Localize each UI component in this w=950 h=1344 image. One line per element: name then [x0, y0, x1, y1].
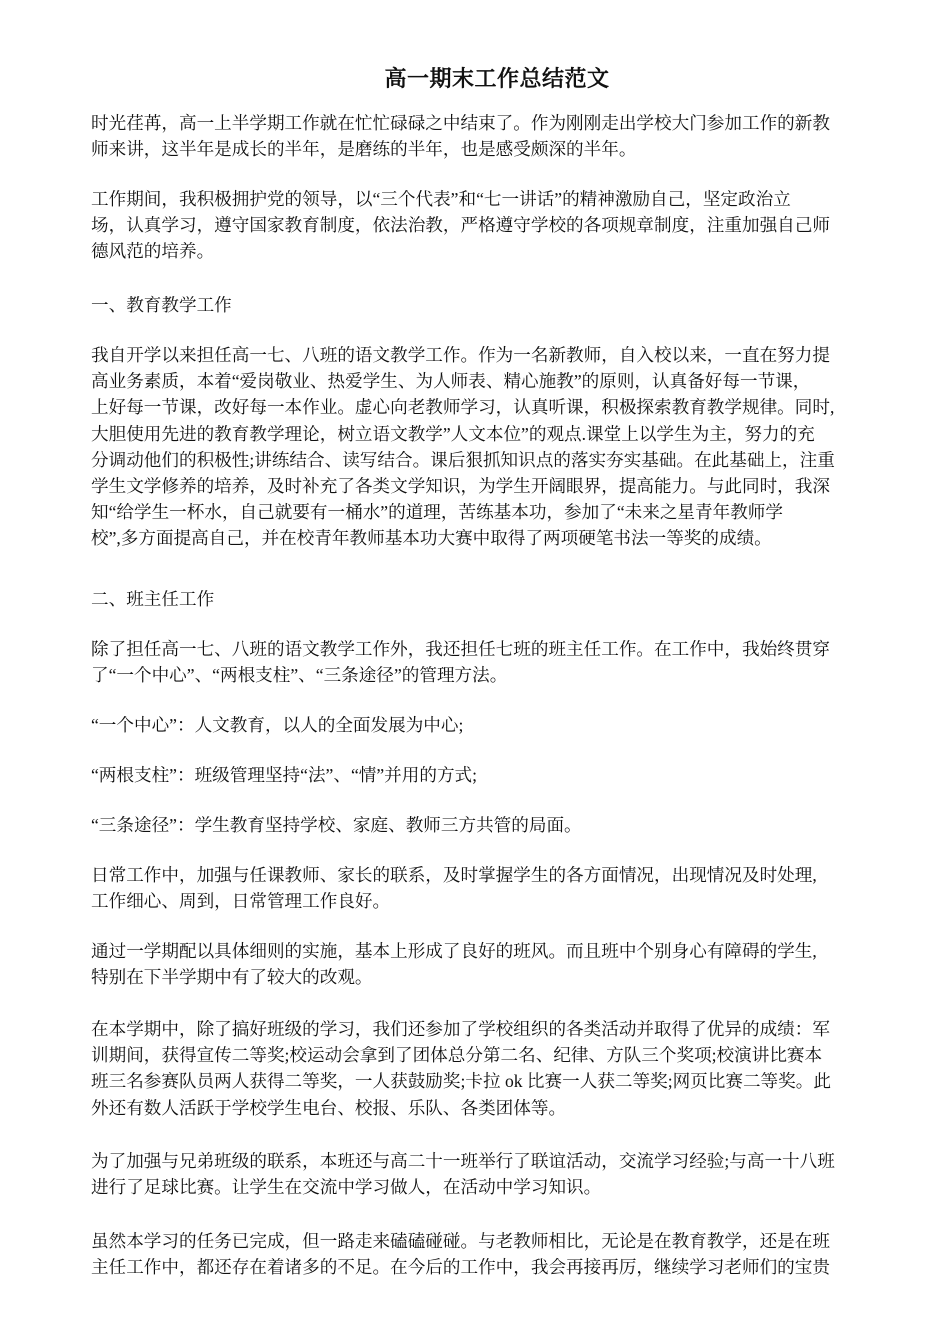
text-line: 除了担任高一七、八班的语文教学工作外，我还担任七班的班主任工作。在工作中，我始终贯穿 — [91, 639, 830, 659]
paragraph-intro — [91, 110, 903, 162]
text-line: 高业务素质，本着“爱岗敬业、热爱学生、为人师表、精心施教”的原则，认真备好每一节课， — [91, 371, 811, 392]
text-line: 日常工作中，加强与任课教师、家长的联系，及时掌握学生的各方面情况，出现情况及时处理, — [91, 865, 817, 885]
text-line: 通过一学期配以具体细则的实施，基本上形成了良好的班风。而且班中个别身心有障碍的学生, — [91, 941, 817, 961]
text-line: “一个中心”：人文教育，以人的全面发展为中心; — [91, 715, 464, 735]
text-line: 时光荏苒，高一上半学期工作就在忙忙碌碌之中结束了。作为刚刚走出学校大门参加工作的新教 — [91, 113, 830, 133]
text-line: 外还有数人活跃于学校学生电台、校报、乐队、各类团体等。 — [91, 1097, 567, 1118]
text-line: 为了加强与兄弟班级的联系，本班还与高二十一班举行了联谊活动，交流学习经验;与高一十八班 — [91, 1151, 835, 1171]
text-line: “两根支柱”：班级管理坚持“法”、“情”并用的方式; — [91, 765, 478, 785]
text-line: 大胆使用先进的教育教学理论，树立语文教学”人文本位”的观点.课堂上以学生为主，努力的充 — [91, 423, 815, 444]
text-line: 工作期间，我积极拥护党的领导，以“三个代表”和“七一讲话”的精神激励自己，坚定政治立 — [91, 189, 791, 209]
text-line: 德风范的培养。 — [91, 241, 215, 262]
paragraph-brother-classes — [91, 1148, 903, 1200]
text-line: 师来讲，这半年是成长的半年，是磨练的半年，也是感受颇深的半年。 — [91, 139, 637, 160]
text-line: 工作细心、周到，日常管理工作良好。 — [91, 891, 391, 912]
paragraph-teaching — [91, 342, 903, 552]
text-line: 上好每一节课，改好每一本作业。虚心向老教师学习，认真听课，积极探索教育教学规律。同时, — [91, 397, 835, 418]
section-heading-class-teacher — [91, 586, 903, 612]
paragraph-two-pillars — [91, 762, 903, 788]
text-line: 班三名参赛队员两人获得二等奖，一人获鼓励奖;卡拉 ok 比赛一人获二等奖;网页比赛二等奖。此 — [91, 1071, 831, 1092]
paragraph-conclusion — [91, 1228, 903, 1280]
text-line: 二、班主任工作 — [91, 589, 215, 609]
paragraph-daily-work — [91, 862, 903, 914]
text-line: 训期间，获得宣传二等奖;校运动会拿到了团体总分第二名、纪律、方队三个奖项;校演讲比赛本 — [91, 1045, 823, 1066]
document-title: 高一期末工作总结范文 — [384, 66, 610, 91]
text-line: 学生文学修养的培养，及时补充了各类文学知识，为学生开阔眼界，提高能力。与此同时，我深 — [91, 476, 830, 497]
text-line: 在本学期中，除了搞好班级的学习，我们还参加了学校组织的各类活动并取得了优异的成绩：军 — [91, 1019, 830, 1039]
text-line: 特别在下半学期中有了较大的改观。 — [91, 967, 373, 988]
text-line: 场，认真学习，遵守国家教育制度，依法治教，严格遵守学校的各项规章制度，注重加强自己师 — [91, 215, 830, 236]
text-line: 进行了足球比赛。让学生在交流中学习做人，在活动中学习知识。 — [91, 1177, 602, 1198]
text-line: 我自开学以来担任高一七、八班的语文教学工作。作为一名新教师，自入校以来，一直在努力提 — [91, 345, 830, 365]
text-line: 分调动他们的积极性;讲练结合、读写结合。课后狠抓知识点的落实夯实基础。在此基础上，注重 — [91, 449, 835, 470]
paragraph-activities — [91, 1016, 903, 1121]
text-line: 知“给学生一杯水，自己就要有一桶水”的道理，苦练基本功，参加了“未来之星青年教师学 — [91, 502, 783, 523]
paragraph-three-paths — [91, 812, 903, 838]
text-line: 虽然本学习的任务已完成，但一路走来磕磕碰碰。与老教师相比，无论是在教育教学，还是在班 — [91, 1231, 830, 1251]
text-line: 主任工作中，都还存在着诸多的不足。在今后的工作中，我会再接再厉，继续学习老师们的宝贵 — [91, 1257, 830, 1278]
section-heading-teaching — [91, 292, 903, 318]
text-line: “三条途径”：学生教育坚持学校、家庭、教师三方共管的局面。 — [91, 815, 582, 835]
text-line: 了“一个中心”、“两根支柱”、“三条途径”的管理方法。 — [91, 665, 508, 686]
paragraph-one-center — [91, 712, 903, 738]
paragraph-political — [91, 186, 903, 265]
text-line: 一、教育教学工作 — [91, 295, 232, 315]
paragraph-class-style — [91, 938, 903, 990]
text-line: 校”,多方面提高自己，并在校青年教师基本功大赛中取得了两项硬笔书法一等奖的成绩。 — [91, 528, 772, 549]
paragraph-class-teacher — [91, 636, 903, 688]
